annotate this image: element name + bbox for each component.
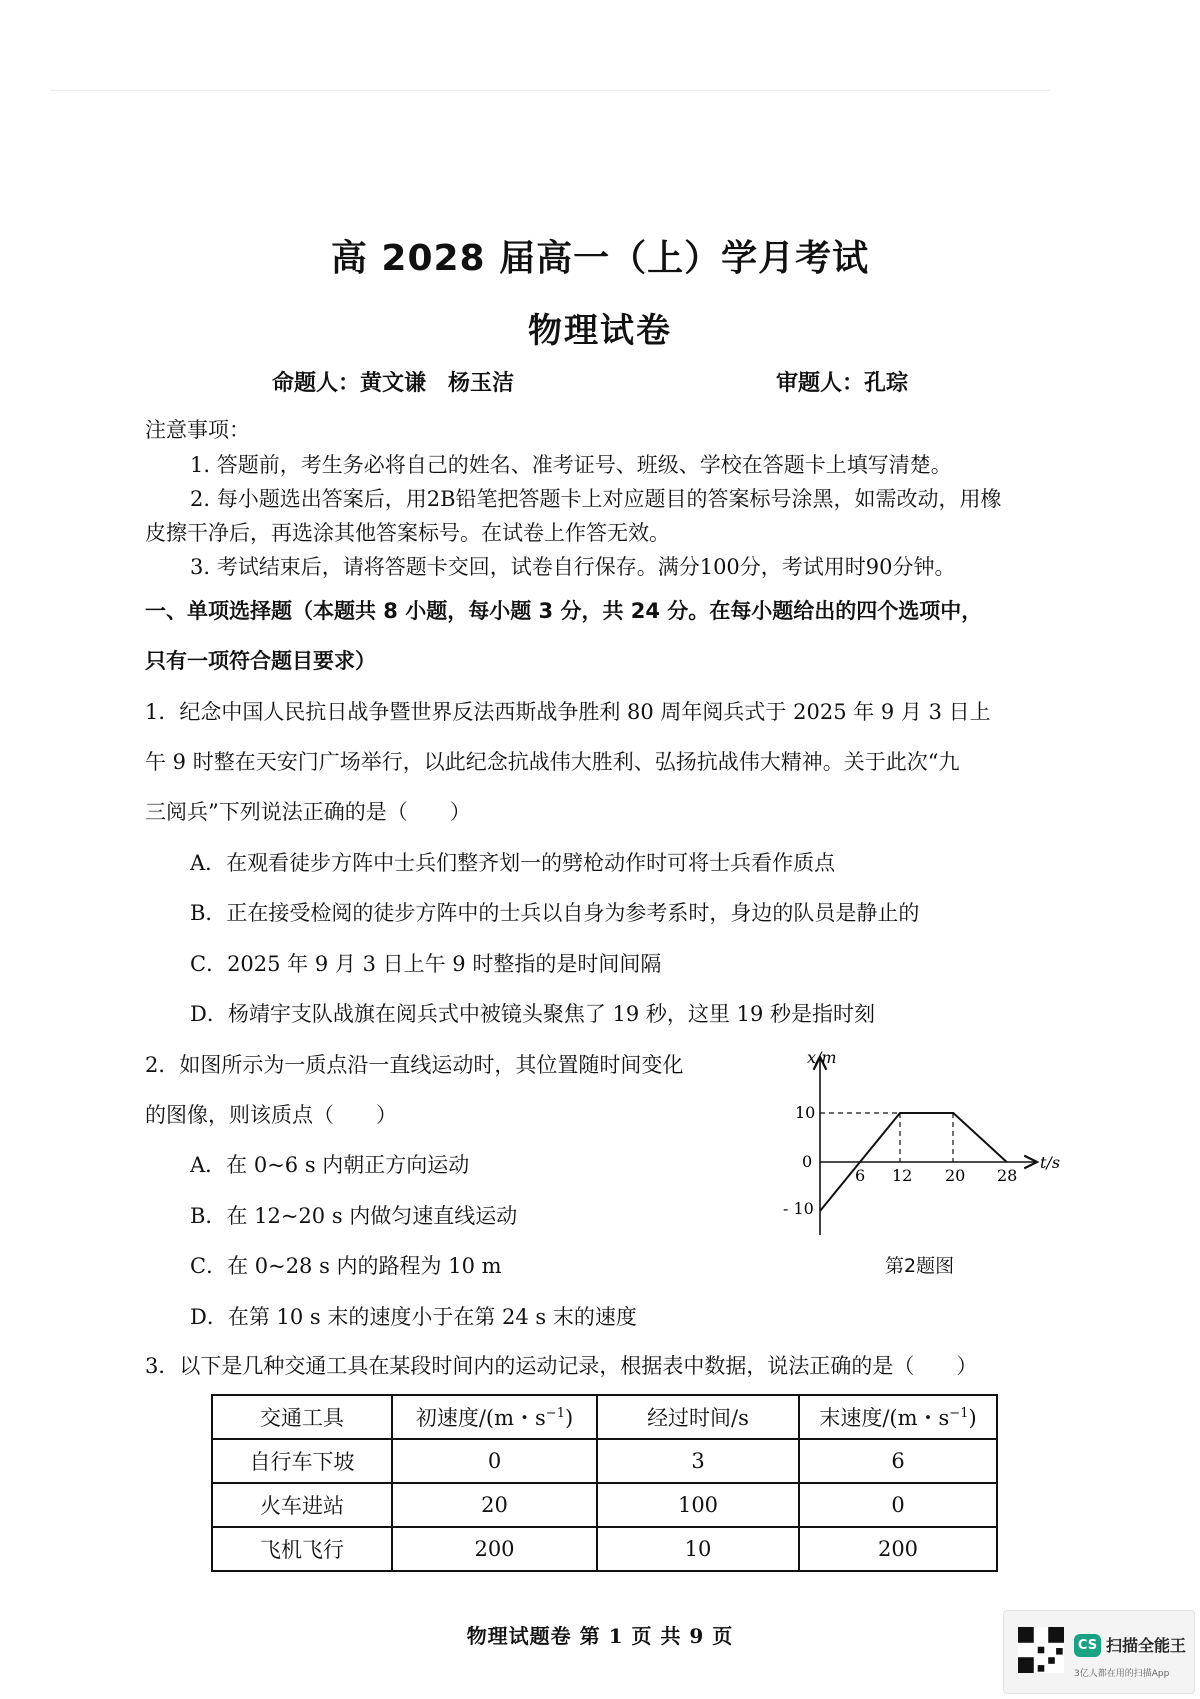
y-tick-0: 0 bbox=[802, 1152, 813, 1171]
figure-caption: 第2题图 bbox=[885, 1255, 955, 1277]
q1-option-b: B．正在接受检阅的徒步方阵中的士兵以自身为参考系时，身边的队员是静止的 bbox=[190, 901, 920, 925]
notes-heading: 注意事项： bbox=[145, 418, 250, 442]
q2-stem-line-1: 2．如图所示为一质点沿一直线运动时，其位置随时间变化 bbox=[145, 1053, 684, 1077]
camscanner-logo-icon: CS bbox=[1074, 1634, 1101, 1657]
y-tick-10: 10 bbox=[795, 1103, 816, 1122]
header-cell: 初速度/(m・$s^{-1}$) bbox=[392, 1395, 597, 1439]
q2-option-d: D．在第 10 s 末的速度小于在第 24 s 末的速度 bbox=[190, 1305, 637, 1329]
table-header-row bbox=[212, 1395, 997, 1439]
reviewer: 审题人：孔琮 bbox=[776, 370, 909, 396]
x-tick-6: 6 bbox=[855, 1166, 866, 1185]
q2-option-c: C．在 0~28 s 内的路程为 10 m bbox=[190, 1254, 502, 1278]
table-row bbox=[212, 1483, 997, 1527]
table-cell: 自行车下坡 bbox=[212, 1439, 392, 1483]
q1-option-a: A．在观看徒步方阵中士兵们整齐划一的劈枪动作时可将士兵看作质点 bbox=[190, 851, 836, 875]
table-row bbox=[212, 1439, 997, 1483]
header-cell: 末速度/(m・$s^{-1}$) bbox=[799, 1395, 997, 1439]
page-subtitle: 物理试卷 bbox=[528, 311, 672, 351]
x-tick-20: 20 bbox=[945, 1166, 966, 1185]
q2-option-b: B．在 12~20 s 内做匀速直线运动 bbox=[190, 1204, 518, 1228]
q2-stem-line-2: 的图像，则该质点（ ） bbox=[145, 1103, 397, 1127]
note-3: 3. 考试结束后，请将答题卡交回，试卷自行保存。满分100分，考试用时90分钟。 bbox=[190, 555, 956, 579]
section-heading-line-2: 只有一项符合题目要求） bbox=[145, 649, 376, 673]
header-cell: 经过时间/s bbox=[597, 1395, 799, 1439]
table-cell: 20 bbox=[392, 1483, 597, 1527]
note-2-line-2: 皮擦干净后，再选涂其他答案标号。在试卷上作答无效。 bbox=[145, 521, 670, 545]
page-title: 高 2028 届高一（上）学月考试 bbox=[330, 238, 870, 279]
table-row bbox=[212, 1527, 997, 1571]
q1-option-d: D．杨靖宇支队战旗在阅兵式中被镜头聚焦了 19 秒，这里 19 秒是指时刻 bbox=[190, 1002, 875, 1026]
author-2: 杨玉洁 bbox=[448, 370, 515, 396]
section-heading-line-1: 一、单项选择题（本题共 8 小题，每小题 3 分，共 24 分。在每小题给出的四个选项中， bbox=[145, 599, 983, 623]
note-2-line-1: 2. 每小题选出答案后，用2B铅笔把答题卡上对应题目的答案标号涂黑，如需改动，用橡 bbox=[190, 487, 1002, 511]
table-cell: 200 bbox=[799, 1527, 997, 1571]
table-cell: 3 bbox=[597, 1439, 799, 1483]
q1-stem-line-2: 午 9 时整在天安门广场举行，以此纪念抗战伟大胜利、弘扬抗战伟大精神。关于此次“九 bbox=[145, 750, 960, 774]
table-cell: 0 bbox=[799, 1483, 997, 1527]
table-cell: 火车进站 bbox=[212, 1483, 392, 1527]
x-axis-label: t/s bbox=[1040, 1153, 1061, 1172]
author-label: 命题人：黄文谦 bbox=[272, 370, 427, 396]
position-time-graph bbox=[775, 1045, 1065, 1245]
x-tick-28: 28 bbox=[997, 1166, 1018, 1185]
table-cell: 飞机飞行 bbox=[212, 1527, 392, 1571]
page-footer: 物理试题卷 第 1 页 共 9 页 bbox=[466, 1624, 734, 1648]
q2-option-a: A．在 0~6 s 内朝正方向运动 bbox=[190, 1153, 470, 1177]
top-divider bbox=[50, 90, 1050, 91]
header-cell: 交通工具 bbox=[212, 1395, 392, 1439]
x-tick-12: 12 bbox=[892, 1166, 913, 1185]
qr-code-icon bbox=[1018, 1627, 1064, 1673]
y-tick-neg10: - 10 bbox=[783, 1199, 814, 1218]
table-cell: 200 bbox=[392, 1527, 597, 1571]
q1-stem-line-3: 三阅兵”下列说法正确的是（ ） bbox=[145, 800, 471, 824]
y-axis-label: x/m bbox=[807, 1048, 837, 1067]
note-1: 1. 答题前，考生务必将自己的姓名、准考证号、班级、学校在答题卡上填写清楚。 bbox=[190, 453, 952, 477]
table-cell: 10 bbox=[597, 1527, 799, 1571]
scanner-watermark bbox=[1003, 1610, 1195, 1694]
q3-table bbox=[211, 1394, 998, 1572]
table-cell: 6 bbox=[799, 1439, 997, 1483]
app-tagline: 3亿人都在用的扫描App bbox=[1074, 1669, 1170, 1679]
authors bbox=[272, 366, 514, 397]
q1-stem-line-1: 1．纪念中国人民抗日战争暨世界反法西斯战争胜利 80 周年阅兵式于 2025 年 9 月 3 日上 bbox=[145, 700, 991, 724]
app-name: 扫描全能王 bbox=[1106, 1636, 1187, 1655]
table-cell: 0 bbox=[392, 1439, 597, 1483]
table-cell: 100 bbox=[597, 1483, 799, 1527]
q3-stem: 3．以下是几种交通工具在某段时间内的运动记录，根据表中数据，说法正确的是（ ） bbox=[145, 1354, 978, 1378]
q1-option-c: C．2025 年 9 月 3 日上午 9 时整指的是时间间隔 bbox=[190, 952, 662, 976]
